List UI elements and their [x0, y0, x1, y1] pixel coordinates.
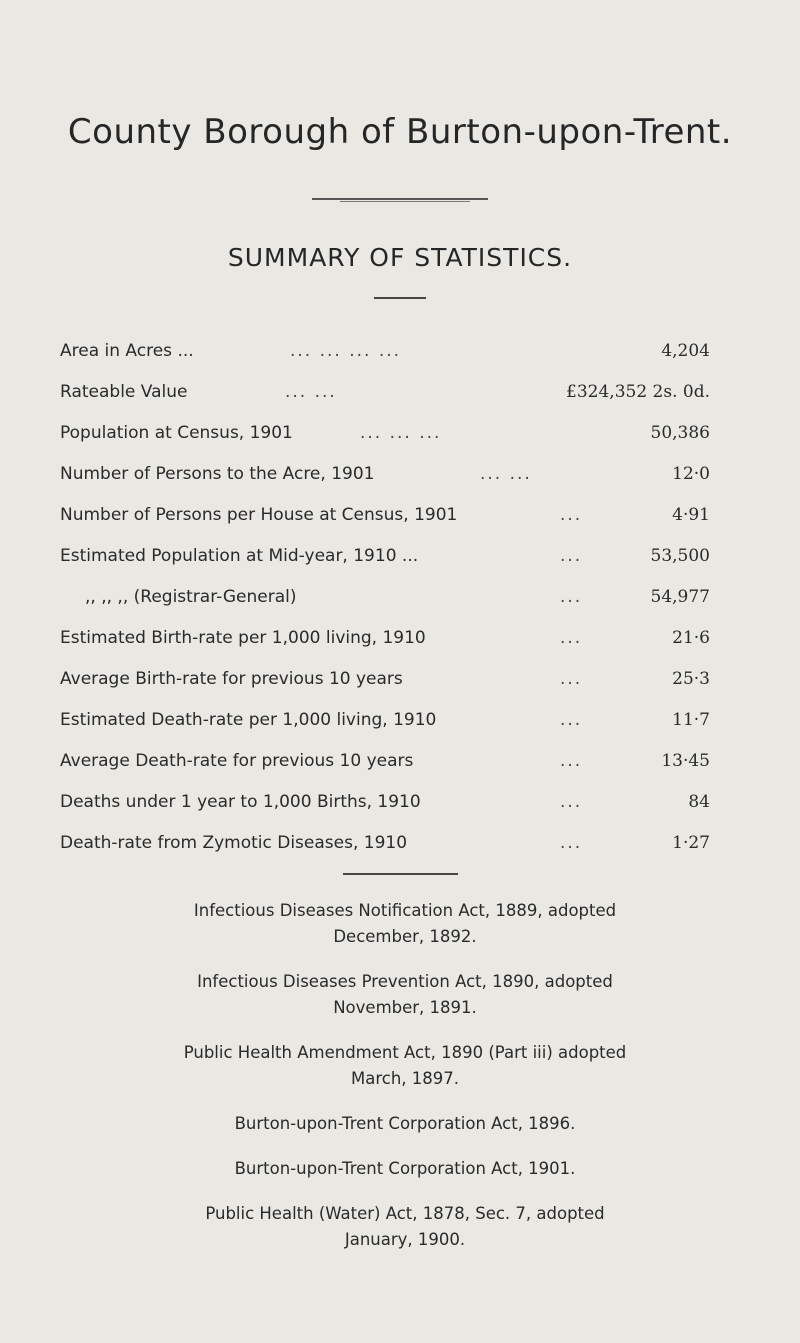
act-entry — [110, 1156, 700, 1182]
stat-leader-dots: ... — [560, 792, 583, 812]
stat-label: Estimated Death-rate per 1,000 living, 1910 — [60, 710, 437, 730]
stat-label: Average Birth-rate for previous 10 years — [60, 669, 403, 689]
act-date: March, 1897. — [350, 1069, 460, 1088]
act-text: Public Health Amendment Act, 1890 (Part iii) adopted — [183, 1043, 627, 1062]
stat-value: 12·0 — [672, 464, 710, 484]
stat-value: 11·7 — [672, 710, 710, 730]
act-text: Public Health (Water) Act, 1878, Sec. 7, adopted — [205, 1204, 605, 1223]
act-date: January, 1900. — [344, 1230, 466, 1249]
act-entry — [110, 969, 700, 1021]
stat-row-persons-per-acre — [60, 458, 710, 499]
stat-row-average-birth-rate — [60, 663, 710, 704]
statistics-table — [60, 335, 710, 868]
stat-row-registrar-general — [60, 581, 710, 622]
stat-row-population-census — [60, 417, 710, 458]
section-divider — [343, 873, 458, 875]
stat-leader-dots: ... ... — [285, 382, 337, 402]
stat-value: £324,352 2s. 0d. — [566, 382, 710, 402]
stat-value: 54,977 — [650, 587, 710, 607]
stat-label: Average Death-rate for previous 10 years — [60, 751, 414, 771]
stat-row-rateable-value — [60, 376, 710, 417]
stat-label: Number of Persons to the Acre, 1901 — [60, 464, 375, 484]
stat-row-estimated-population — [60, 540, 710, 581]
stat-label: Death-rate from Zymotic Diseases, 1910 — [60, 833, 408, 853]
stat-label: Number of Persons per House at Census, 1901 — [60, 505, 458, 525]
stat-label: ,, ,, ,, (Registrar-General) — [85, 587, 297, 607]
act-entry — [110, 1111, 700, 1137]
heading-divider — [374, 297, 426, 299]
stat-leader-dots: ... — [560, 505, 583, 525]
stat-label: Population at Census, 1901 — [60, 423, 293, 443]
stat-label: Rateable Value — [60, 382, 188, 402]
act-text: Burton-upon-Trent Corporation Act, 1901. — [234, 1159, 576, 1178]
stat-leader-dots: ... — [560, 628, 583, 648]
stat-row-infant-deaths — [60, 786, 710, 827]
stat-value: 50,386 — [650, 423, 710, 443]
stat-leader-dots: ... ... ... ... — [290, 341, 402, 361]
stat-leader-dots: ... — [560, 587, 583, 607]
stat-row-death-rate — [60, 704, 710, 745]
stat-row-birth-rate — [60, 622, 710, 663]
stat-row-average-death-rate — [60, 745, 710, 786]
act-text: Burton-upon-Trent Corporation Act, 1896. — [234, 1114, 576, 1133]
act-date: December, 1892. — [333, 927, 477, 946]
stat-value: 84 — [688, 792, 710, 812]
stat-label: Area in Acres ... — [60, 341, 194, 361]
act-date: November, 1891. — [333, 998, 477, 1017]
title-divider-secondary — [340, 201, 470, 202]
stat-leader-dots: ... ... ... — [360, 423, 442, 443]
stat-value: 1·27 — [672, 833, 710, 853]
acts-list — [110, 898, 700, 1272]
stat-leader-dots: ... — [560, 833, 583, 853]
act-text: Infectious Diseases Prevention Act, 1890, adopted — [197, 972, 613, 991]
stat-leader-dots: ... — [560, 669, 583, 689]
stat-leader-dots: ... — [560, 546, 583, 566]
act-entry — [110, 1040, 700, 1092]
stat-value: 4,204 — [661, 341, 710, 361]
act-entry — [110, 898, 700, 950]
title-divider — [312, 198, 488, 200]
stat-value: 4·91 — [672, 505, 710, 525]
stat-label: Estimated Birth-rate per 1,000 living, 1910 — [60, 628, 426, 648]
stat-value: 53,500 — [650, 546, 710, 566]
section-heading: SUMMARY OF STATISTICS. — [227, 243, 573, 272]
act-entry — [110, 1201, 700, 1253]
stat-leader-dots: ... — [560, 751, 583, 771]
stat-row-zymotic-death-rate — [60, 827, 710, 868]
stat-value: 13·45 — [661, 751, 710, 771]
stat-value: 21·6 — [672, 628, 710, 648]
stat-row-persons-per-house — [60, 499, 710, 540]
stat-row-area — [60, 335, 710, 376]
stat-leader-dots: ... ... — [480, 464, 532, 484]
stat-leader-dots: ... — [560, 710, 583, 730]
page-title: County Borough of Burton-upon-Trent. — [67, 112, 733, 152]
stat-value: 25·3 — [672, 669, 710, 689]
stat-label: Deaths under 1 year to 1,000 Births, 1910 — [60, 792, 421, 812]
stat-label: Estimated Population at Mid-year, 1910 ... — [60, 546, 419, 566]
act-text: Infectious Diseases Notification Act, 1889, adopted — [193, 901, 617, 920]
